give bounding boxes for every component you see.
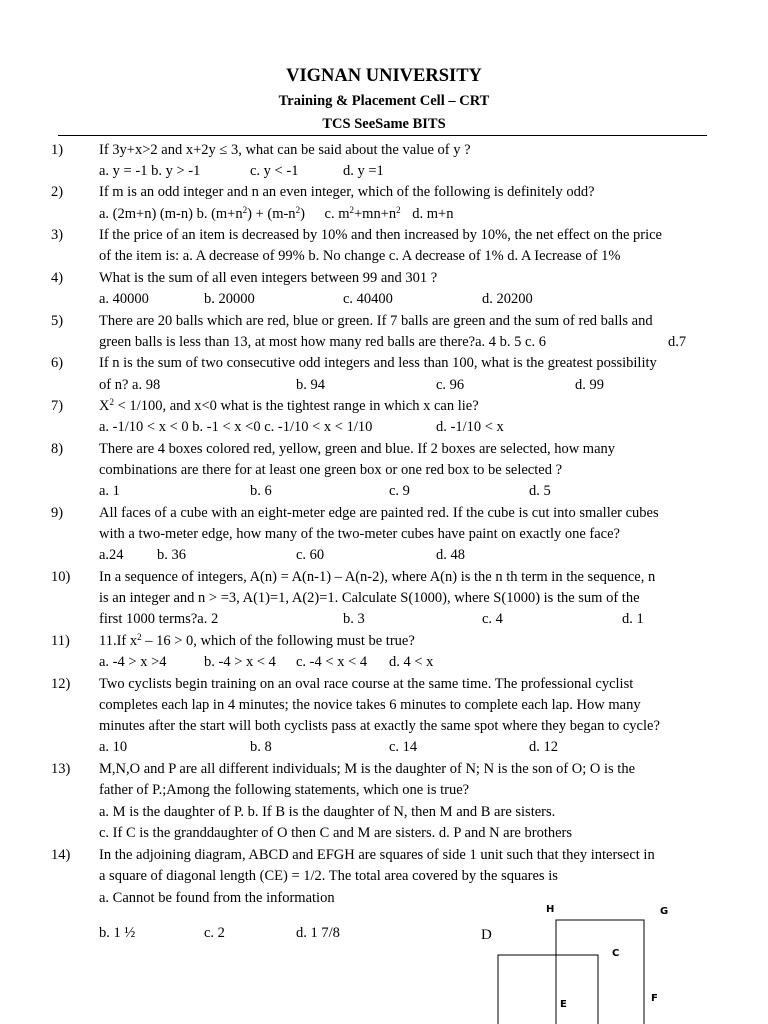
question-options	[99, 205, 453, 223]
question-text: 11.If x	[99, 633, 138, 649]
option-a: a. Cannot be found from the information	[99, 890, 335, 906]
question-number: 3)	[51, 227, 64, 243]
question-options: c. If C is the granddaughter of O then C and M are sisters. d. P and N are brothers	[99, 825, 573, 841]
diagram-label-f: F	[651, 993, 658, 1004]
option-d: d. 48	[436, 547, 465, 563]
question-number: 11)	[51, 633, 70, 649]
question-number: 13)	[51, 761, 71, 777]
question-number: 12)	[51, 676, 71, 692]
question-number: 10)	[51, 569, 71, 585]
option-a: a. -4 > x >4	[99, 654, 167, 670]
question-number: 6)	[51, 355, 64, 371]
question-text: of the item is: a. A decrease of 99% b. No change c. A decrease of 1% d. A Iecrease of 1%	[99, 248, 621, 264]
option-a: a. 10	[99, 739, 128, 755]
diagram-label-h: H	[546, 904, 555, 915]
option-d: d. y =1	[343, 163, 384, 179]
superscript: 2	[295, 205, 301, 215]
question-text: minutes after the start will both cyclists pass at exactly the same spot where they began to cycle?	[99, 718, 660, 734]
question-text: is an integer and n > =3, A(1)=1, A(2)=1. Calculate S(1000), where S(1000) is the sum of the	[99, 590, 640, 606]
question-text: X	[99, 398, 110, 414]
option-d: d. 12	[529, 739, 558, 755]
option-b: b. -4 > x < 4	[204, 654, 276, 670]
question-text: green balls is less than 13, at most how many red balls are there?a. 4 b. 5 c. 6	[99, 334, 546, 350]
option-b: b. 3	[343, 611, 365, 627]
question-text: with a two-meter edge, how many of the two-meter cubes have paint on exactly one face?	[99, 526, 620, 542]
question-text: M,N,O and P are all different individuals; M is the daughter of N; N is the son of O; O is the	[99, 761, 636, 777]
question-text: If m is an odd integer and n an even integer, which of the following is definitely odd?	[99, 184, 595, 200]
question-text: If 3y+x>2 and x+2y ≤ 3, what can be said about the value of y ?	[99, 142, 471, 158]
option-b: b. 36	[157, 547, 186, 563]
option-text: ) + (m-n	[247, 206, 296, 222]
option-d: d. 20200	[482, 291, 533, 307]
subject-title: TCS SeeSame BITS	[322, 116, 446, 132]
option-b: b. 1 ½	[99, 925, 136, 941]
option-a: a.24	[99, 547, 124, 563]
option-text: d. m+n	[412, 206, 454, 222]
option-b: b. 6	[250, 483, 272, 499]
question-number: 14)	[51, 847, 71, 863]
question-text: – 16 > 0, which of the following must be true?	[141, 633, 415, 649]
option-c: c. 40400	[343, 291, 393, 307]
option-a: a. 40000	[99, 291, 149, 307]
option-d: d.7	[668, 334, 687, 350]
superscript: 2	[242, 205, 248, 215]
question-text: < 1/100, and x<0 what is the tightest range in which x can lie?	[113, 398, 479, 414]
question-number: 5)	[51, 313, 64, 329]
university-title: VIGNAN UNIVERSITY	[286, 66, 482, 86]
option-c: c. y < -1	[250, 163, 299, 179]
question-number: 9)	[51, 505, 64, 521]
diagram-label-e: E	[560, 999, 567, 1010]
question-text: father of P.;Among the following statements, which one is true?	[99, 782, 470, 798]
option-text: a. (2m+n) (m-n) b. (m+n	[99, 206, 243, 222]
question-text: combinations are there for at least one green box or one red box to be selected ?	[99, 462, 563, 478]
option-d: d. 4 < x	[389, 654, 434, 670]
question-text: Two cyclists begin training on an oval race course at the same time. The professional cyclist	[99, 676, 634, 692]
option-c: c. 60	[296, 547, 325, 563]
option-d: d. 1	[622, 611, 644, 627]
option-c: c. 14	[389, 739, 418, 755]
question-text: If the price of an item is decreased by 10% and then increased by 10%, the net effect on the price	[99, 227, 662, 243]
question-text: There are 4 boxes colored red, yellow, green and blue. If 2 boxes are selected, how many	[99, 441, 616, 457]
question-text	[99, 397, 479, 415]
square-abcd	[498, 955, 598, 1024]
question-options: a. M is the daughter of P. b. If B is the daughter of N, then M and B are sisters.	[99, 804, 556, 820]
question-text: If n is the sum of two consecutive odd integers and less than 100, what is the greatest possibility	[99, 355, 657, 371]
option-text: )	[300, 206, 305, 222]
question-number: 8)	[51, 441, 64, 457]
option-d: d. 5	[529, 483, 551, 499]
question-text: In the adjoining diagram, ABCD and EFGH are squares of side 1 unit such that they intersect in	[99, 847, 655, 863]
question-number: 7)	[51, 398, 64, 414]
option-d: d. 1 7/8	[296, 925, 340, 941]
question-text: In a sequence of integers, A(n) = A(n-1) – A(n-2), where A(n) is the n th term in the sequence, n	[99, 569, 656, 585]
header-divider	[58, 135, 707, 136]
option-b: b. 8	[250, 739, 272, 755]
question-text	[99, 632, 415, 650]
option-a-b-c: a. -1/10 < x < 0 b. -1 < x <0 c. -1/10 < x < 1/10	[99, 419, 373, 435]
diagram-label-d: D	[481, 927, 492, 943]
question-text: completes each lap in 4 minutes; the novice takes 6 minutes to complete each lap. How many	[99, 697, 641, 713]
superscript: 2	[137, 632, 142, 642]
option-a-b: a. y = -1 b. y > -1	[99, 163, 201, 179]
option-b: b. 20000	[204, 291, 255, 307]
question-text: a square of diagonal length (CE) = 1/2. The total area covered by the squares is	[99, 868, 558, 884]
option-a: a. 1	[99, 483, 120, 499]
diagram-label-g: G	[660, 906, 669, 917]
option-c: c. 2	[204, 925, 225, 941]
question-text: There are 20 balls which are red, blue or green. If 7 balls are green and the sum of red balls and	[99, 313, 653, 329]
option-b: b. 94	[296, 377, 325, 393]
option-text: +mn+n	[354, 206, 397, 222]
option-d: d. -1/10 < x	[436, 419, 504, 435]
diagram-label-c: C	[612, 948, 620, 959]
option-c: c. 4	[482, 611, 503, 627]
square-efgh	[556, 920, 644, 1024]
option-text: c. m	[324, 206, 350, 222]
question-number: 1)	[51, 142, 64, 158]
option-d: d. 99	[575, 377, 604, 393]
option-a: of n? a. 98	[99, 377, 161, 393]
question-text: What is the sum of all even integers between 99 and 301 ?	[99, 270, 438, 286]
superscript: 2	[349, 205, 354, 215]
cell-subtitle: Training & Placement Cell – CRT	[278, 93, 490, 109]
option-a: first 1000 terms?a. 2	[99, 611, 219, 627]
question-text: All faces of a cube with an eight-meter edge are painted red. If the cube is cut into smaller cubes	[99, 505, 659, 521]
option-c: c. -4 < x < 4	[296, 654, 368, 670]
superscript: 2	[396, 205, 401, 215]
question-number: 2)	[51, 184, 64, 200]
option-c: c. 9	[389, 483, 410, 499]
question-number: 4)	[51, 270, 64, 286]
option-c: c. 96	[436, 377, 465, 393]
superscript: 2	[109, 397, 114, 407]
